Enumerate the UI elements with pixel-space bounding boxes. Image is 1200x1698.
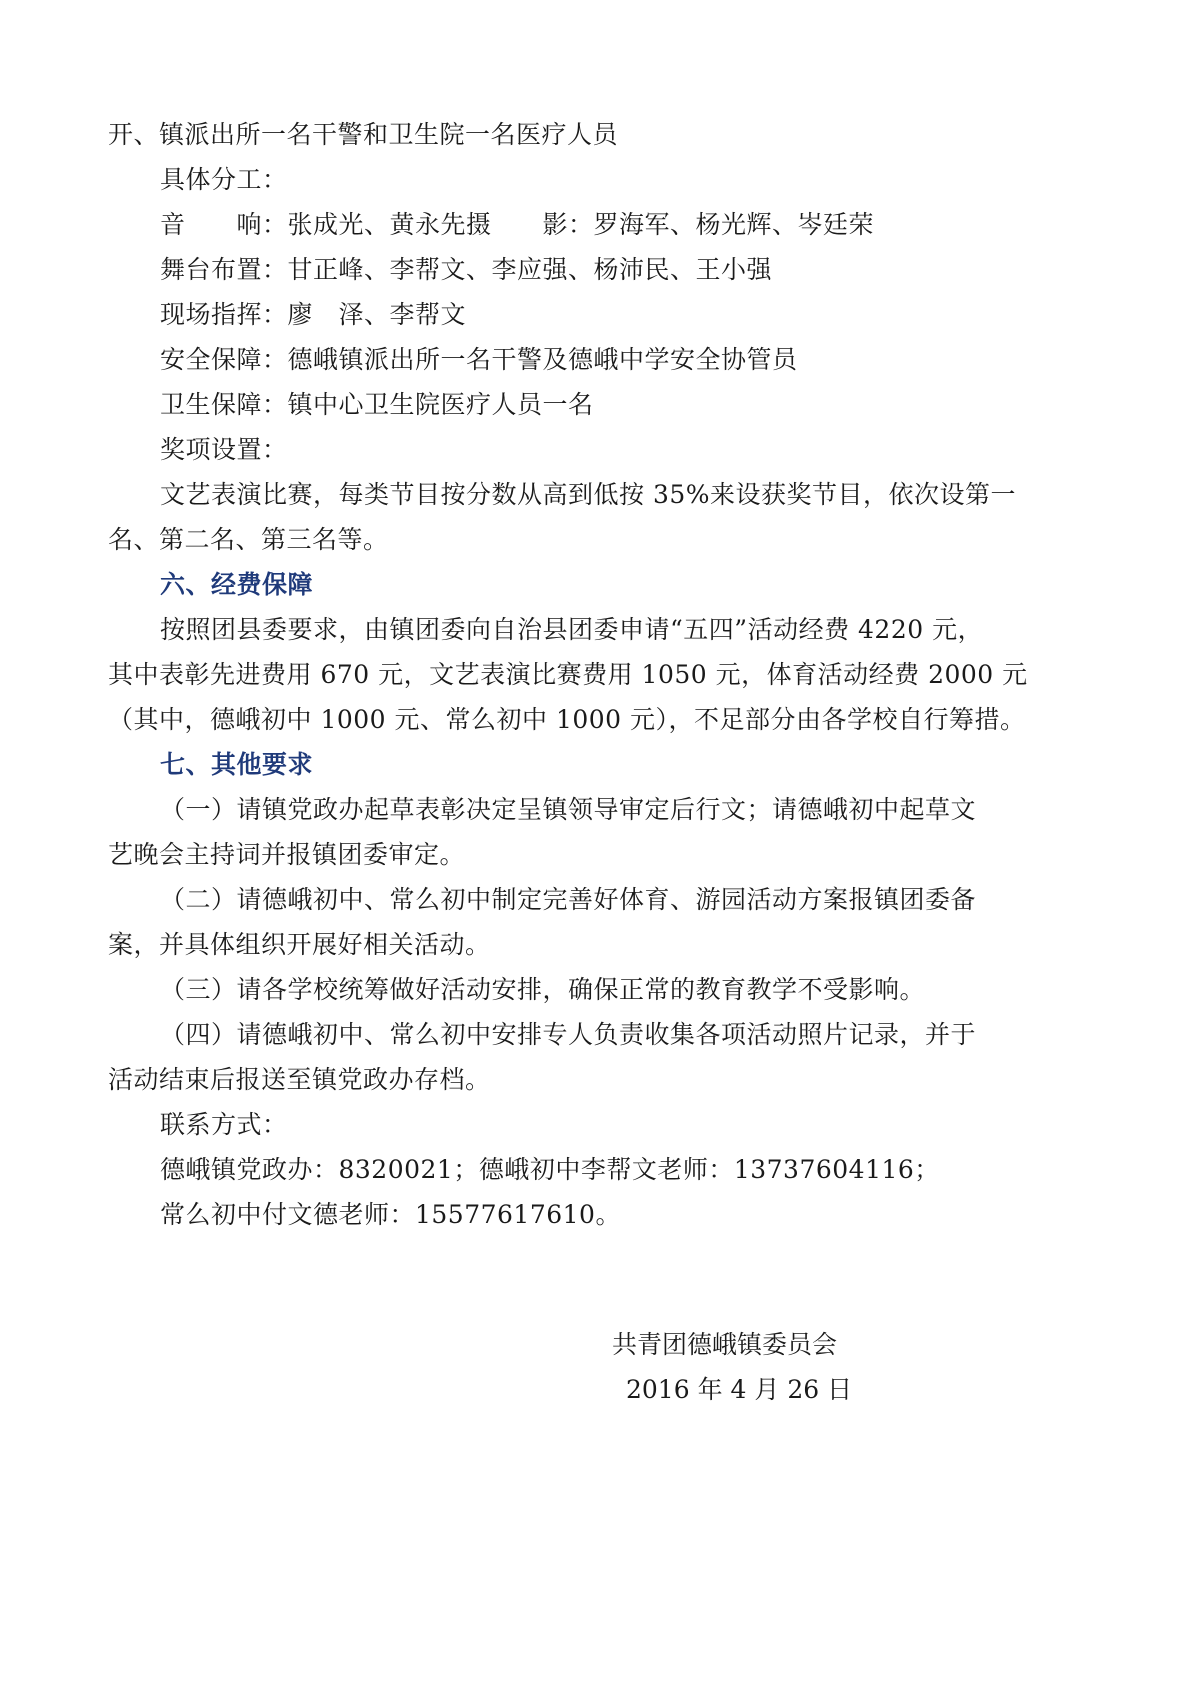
text-line: 卫生保障：镇中心卫生院医疗人员一名 (160, 390, 594, 419)
text-line: 其中表彰先进费用 670 元，文艺表演比赛费用 1050 元，体育活动经费 2000 元 (108, 660, 1028, 689)
section-heading: 七、其他要求 (160, 750, 314, 779)
text-line: 开、镇派出所一名干警和卫生院一名医疗人员 (108, 120, 619, 149)
text-line: 音 响：张成光、黄永先摄 影：罗海军、杨光辉、岑廷荣 (160, 210, 875, 239)
signature-date: 2016 年 4 月 26 日 (626, 1375, 853, 1404)
signature-organization: 共青团德峨镇委员会 (612, 1330, 838, 1359)
text-line: 联系方式： (160, 1110, 288, 1139)
text-line: 文艺表演比赛，每类节目按分数从高到低按 35%来设获奖节目，依次设第一 (160, 480, 1017, 509)
section-heading: 六、经费保障 (160, 570, 314, 599)
text-line: （一）请镇党政办起草表彰决定呈镇领导审定后行文；请德峨初中起草文 (160, 795, 977, 824)
text-line: 常么初中付文德老师：15577617610。 (160, 1200, 621, 1229)
text-line: （其中，德峨初中 1000 元、常么初中 1000 元），不足部分由各学校自行筹措。 (108, 705, 1026, 734)
text-line: 具体分工： (160, 165, 288, 194)
text-line: 安全保障：德峨镇派出所一名干警及德峨中学安全协管员 (160, 345, 798, 374)
text-line: 德峨镇党政办：8320021；德峨初中李帮文老师：13737604116； (160, 1155, 940, 1184)
text-line: 名、第二名、第三名等。 (108, 525, 389, 554)
text-line: 奖项设置： (160, 435, 288, 464)
text-line: （二）请德峨初中、常么初中制定完善好体育、游园活动方案报镇团委备 (160, 885, 977, 914)
text-line: （四）请德峨初中、常么初中安排专人负责收集各项活动照片记录，并于 (160, 1020, 977, 1049)
text-line: 活动结束后报送至镇党政办存档。 (108, 1065, 491, 1094)
text-line: 按照团县委要求，由镇团委向自治县团委申请“五四”活动经费 4220 元， (160, 615, 984, 644)
text-line: 案，并具体组织开展好相关活动。 (108, 930, 491, 959)
text-line: 艺晚会主持词并报镇团委审定。 (108, 840, 466, 869)
text-line: （三）请各学校统筹做好活动安排，确保正常的教育教学不受影响。 (160, 975, 926, 1004)
text-line: 舞台布置：甘正峰、李帮文、李应强、杨沛民、王小强 (160, 255, 773, 284)
text-line: 现场指挥：廖 泽、李帮文 (160, 300, 467, 329)
